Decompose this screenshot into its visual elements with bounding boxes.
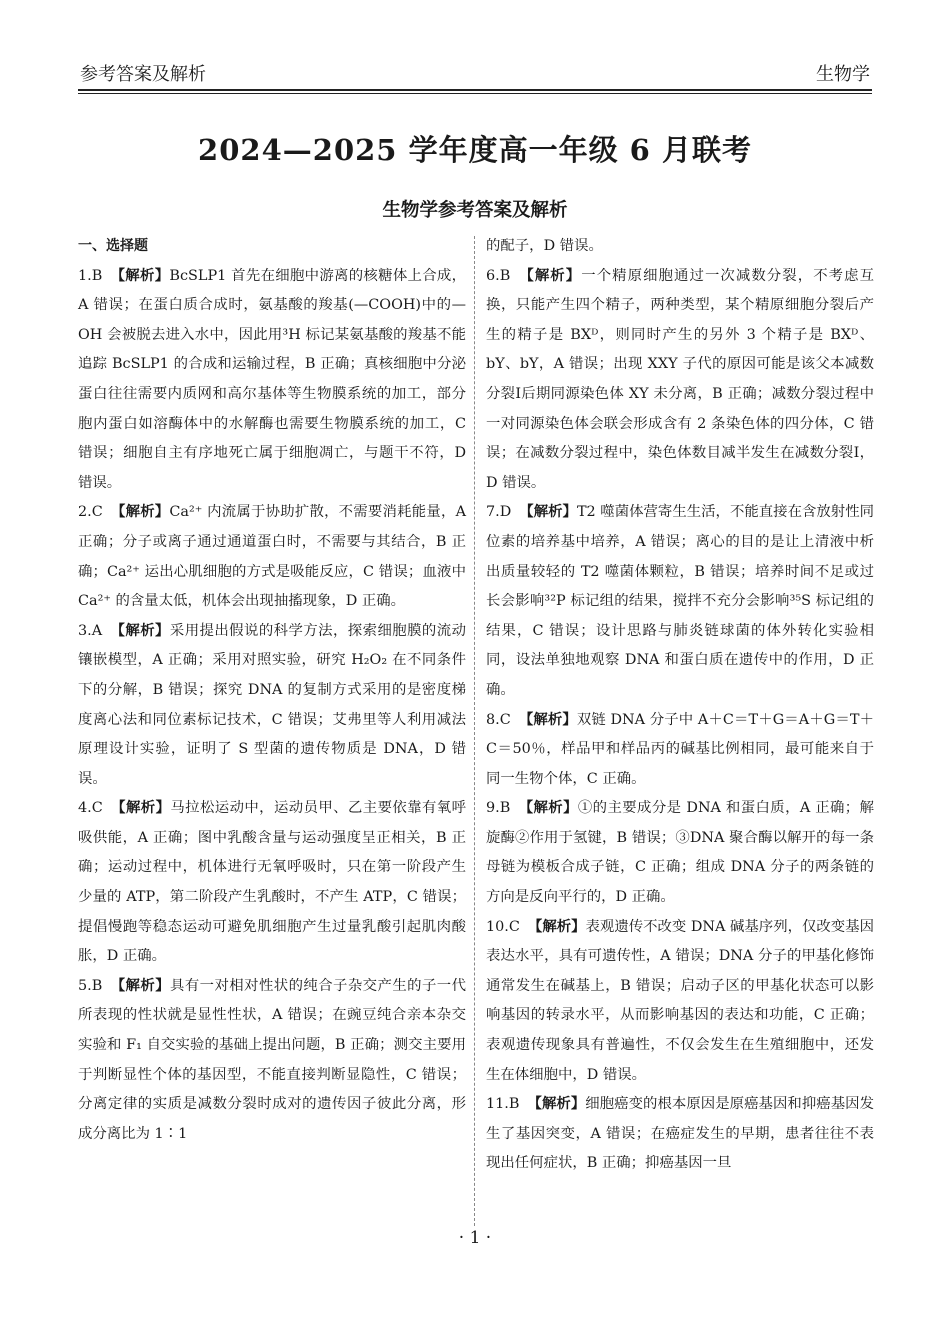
document-title: 2024—2025 学年度高一年级 6 月联考 [198, 133, 752, 167]
item-text: 双链 DNA 分子中 A＋C＝T＋G＝A＋G＝T＋C＝50％，样品甲和样品丙的碱基比例相同，最可能来自于同一生物个体，C 正确。 [486, 711, 874, 787]
item-text: 一个精原细胞通过一次减数分裂，不考虑互换，只能产生四个精子，两种类型，某个精原细胞分裂后产生的精子是 BXᴰ，则同时产生的另外 3 个精子是 BXᴰ、bY、bY，A 错误；出现 XXY 子代的原因可能是该父本减数分裂Ⅰ后期同源染色体 XY 未分离，B 正确；减数分裂过程中一对同源染色体会联会形成含有 2 条染色体的四分体，C 错误；在减数分裂过程中，染色体数目减半发生在减数分裂Ⅰ，D 错误。 [486, 267, 874, 491]
analysis-tag: 【解析】 [110, 622, 170, 639]
answer-item-11 [486, 1090, 874, 1179]
item-number: 4.C [78, 800, 103, 817]
left-column [78, 232, 466, 1149]
answer-item-9 [486, 794, 874, 912]
item-text: Ca²⁺ 内流属于协助扩散，不需要消耗能量，A 正确；分子或离子通过通道蛋白时，不需要与其结合，B 正确；Ca²⁺ 运出心肌细胞的方式是吸能反应，C 错误；血液中 Ca²⁺ 的含量太低，机体会出现抽搐现象，D 正确。 [78, 504, 466, 610]
item-number: 10.C [486, 918, 520, 935]
page-number: · 1 · [458, 1228, 492, 1248]
item-number: 6.B [486, 267, 511, 284]
answer-item-1 [78, 262, 466, 499]
answer-item-7 [486, 498, 874, 705]
analysis-tag: 【解析】 [518, 711, 577, 728]
item-text: ①的主要成分是 DNA 和蛋白质，A 正确；解旋酶②作用于氢键，B 错误；③DNA 聚合酶以解开的每一条母链为模板合成子链，C 正确；组成 DNA 分子的两条链的方向是反向平行的，D 正确。 [486, 800, 874, 906]
item-number: 11.B [486, 1096, 520, 1113]
analysis-tag: 【解析】 [518, 800, 578, 817]
analysis-tag: 【解析】 [110, 800, 171, 817]
header-subject-label: 生物学 [816, 64, 870, 85]
analysis-tag: 【解析】 [527, 918, 586, 935]
item-number: 8.C [486, 711, 511, 728]
answer-item-6 [486, 262, 874, 499]
item-number: 7.D [486, 504, 512, 521]
item-text: 马拉松运动中，运动员甲、乙主要依靠有氧呼吸供能，A 正确；图中乳酸含量与运动强度呈正相关，B 正确；运动过程中，机体进行无氧呼吸时，只在第一阶段产生少量的 ATP，第二阶段产生乳酸时，不产生 ATP，C 错误；提倡慢跑等稳态运动可避免肌细胞产生过量乳酸引起肌肉酸胀，D 正确。 [78, 800, 466, 965]
header-left-label: 参考答案及解析 [80, 64, 206, 85]
item-text: 具有一对相对性状的纯合子杂交产生的子一代所表现的性状就是显性性状，A 错误；在豌豆纯合亲本杂交实验和 F₁ 自交实验的基础上提出问题，B 正确；测交主要用于判断显性个体的基因型，不能直接判断显隐性，C 错误；分离定律的实质是减数分裂时成对的遗传因子彼此分离，形成分离比为 1∶1 [78, 977, 466, 1142]
analysis-tag: 【解析】 [110, 504, 170, 521]
answer-item-3 [78, 617, 466, 795]
item-number: 1.B [78, 267, 103, 284]
item-number: 3.A [78, 622, 103, 639]
item-text: 采用提出假说的科学方法，探索细胞膜的流动镶嵌模型，A 正确；采用对照实验，研究 H₂O₂ 在不同条件下的分解，B 错误；探究 DNA 的复制方式采用的是密度梯度离心法和同位素标记技术，C 错误；艾弗里等人利用减法原理设计实验，证明了 S 型菌的遗传物质是 DNA，D 错误。 [78, 622, 466, 787]
answer-item-5-continued: 的配子，D 错误。 [486, 238, 603, 254]
answer-item-4 [78, 794, 466, 972]
item-text: 表观遗传不改变 DNA 碱基序列，仅改变基因表达水平，具有可遗传性，A 错误；DNA 分子的甲基化修饰通常发生在碱基上，B 错误；启动子区的甲基化状态可以影响基因的转录水平，从而影响基因的表达和功能，C 正确；表观遗传现象具有普遍性，不仅会发生在生殖细胞中，还发生在体细胞中，D 错误。 [486, 918, 874, 1083]
analysis-tag: 【解析】 [527, 1096, 586, 1113]
item-number: 9.B [486, 800, 511, 817]
analysis-tag: 【解析】 [110, 977, 171, 994]
item-text: T2 噬菌体营寄生生活，不能直接在含放射性同位素的培养基中培养，A 错误；离心的目的是让上清液中析出质量较轻的 T2 噬菌体颗粒，B 错误；培养时间不足或过长会影响³²P 标记组的结果，搅拌不充分会影响³⁵S 标记组的结果，C 错误；设计思路与肺炎链球菌的体外转化实验相同，设法单独地观察 DNA 和蛋白质在遗传中的作用，D 正确。 [486, 504, 874, 698]
section-heading: 一、选择题 [78, 238, 148, 254]
answer-item-5 [78, 972, 466, 1150]
analysis-tag: 【解析】 [110, 267, 170, 284]
column-divider [474, 236, 475, 1226]
item-text: BcSLP1 首先在细胞中游离的核糖体上合成，A 错误；在蛋白质合成时，氨基酸的羧基(—COOH)中的—OH 会被脱去进入水中，因此用³H 标记某氨基酸的羧基不能追踪 BcSLP1 的合成和运输过程，B 正确；真核细胞中分泌蛋白往往需要内质网和高尔基体等生物膜系统的加工，部分胞内蛋白如溶酶体中的水解酶也需要生物膜系统的加工，C 错误；细胞自主有序地死亡属于细胞凋亡，与题干不符，D 错误。 [78, 267, 466, 491]
analysis-tag: 【解析】 [518, 267, 582, 284]
answer-item-8 [486, 706, 874, 795]
page-header [78, 56, 872, 90]
answer-item-10 [486, 913, 874, 1091]
document-subtitle: 生物学参考答案及解析 [382, 200, 568, 221]
header-rule-thick [78, 89, 872, 91]
item-number: 5.B [78, 977, 103, 994]
analysis-tag: 【解析】 [519, 504, 577, 521]
header-rule-thin [78, 93, 872, 94]
answer-item-2 [78, 498, 466, 616]
item-number: 2.C [78, 504, 103, 521]
item-text: 细胞癌变的根本原因是原癌基因和抑癌基因发生了基因突变，A 错误；在癌症发生的早期，患者往往不表现出任何症状，B 正确；抑癌基因一旦 [486, 1096, 874, 1172]
right-column [486, 232, 874, 1179]
